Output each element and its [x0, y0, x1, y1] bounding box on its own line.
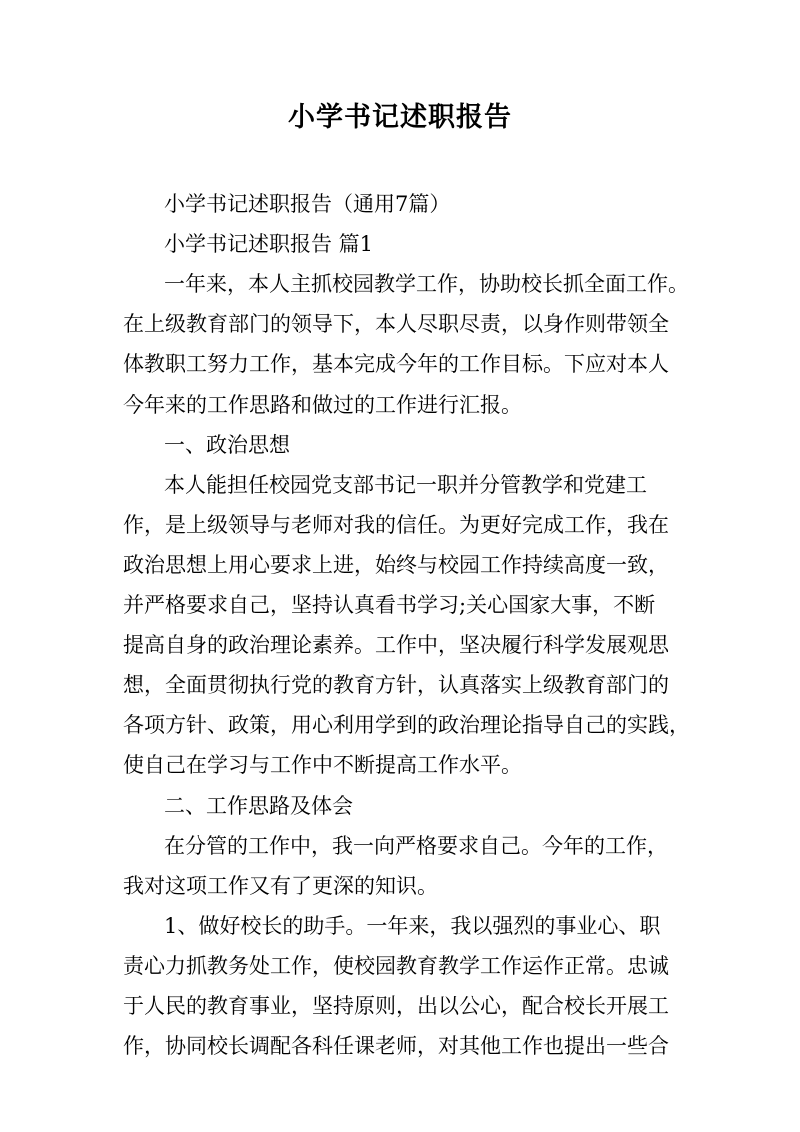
text-line: 1、做好校长的助手。一年来，我以强烈的事业心、职 [164, 913, 661, 938]
text-line: 在分管的工作中，我一向严格要求自己。今年的工作， [164, 833, 668, 858]
text-line: 小学书记述职报告（通用7篇） [164, 192, 451, 216]
text-line: 二、工作思路及体会 [164, 793, 353, 818]
text-line: 一、政治思想 [164, 432, 290, 457]
text-line: 政治思想上用心要求上进，始终与校园工作持续高度一致， [123, 552, 669, 577]
text-line: 并严格要求自己，坚持认真看书学习;关心国家大事，不断 [123, 593, 656, 617]
document-title: 小学书记述职报告 [288, 102, 512, 133]
text-line: 作，是上级领导与老师对我的信任。为更好完成工作，我在 [123, 512, 669, 537]
text-line: 想，全面贯彻执行党的教育方针，认真落实上级教育部门的 [123, 673, 669, 698]
text-line: 我对这项工作又有了更深的知识。 [123, 873, 438, 898]
text-line: 使自己在学习与工作中不断提高工作水平。 [123, 753, 522, 778]
text-line: 小学书记述职报告 篇1 [164, 232, 374, 257]
text-line: 本人能担任校园党支部书记一职并分管教学和党建工 [164, 472, 647, 497]
text-line: 于人民的教育事业，坚持原则，出以公心，配合校长开展工 [123, 994, 669, 1018]
text-line: 提高自身的政治理论素养。工作中，坚决履行科学发展观思 [123, 633, 669, 658]
text-line: 各项方针、政策，用心利用学到的政治理论指导自己的实践， [123, 713, 690, 738]
text-line: 今年来的工作思路和做过的工作进行汇报。 [123, 392, 522, 417]
text-line: 作，协同校长调配各科任课老师，对其他工作也提出一些合 [123, 1034, 669, 1059]
text-line: 责心力抓教务处工作，使校园教育教学工作运作正常。忠诚 [123, 953, 669, 978]
text-line: 一年来，本人主抓校园教学工作，协助校长抓全面工作。 [164, 272, 689, 297]
text-line: 在上级教育部门的领导下，本人尽职尽责，以身作则带领全 [123, 312, 669, 337]
text-line: 体教职工努力工作，基本完成今年的工作目标。下应对本人 [123, 352, 669, 377]
